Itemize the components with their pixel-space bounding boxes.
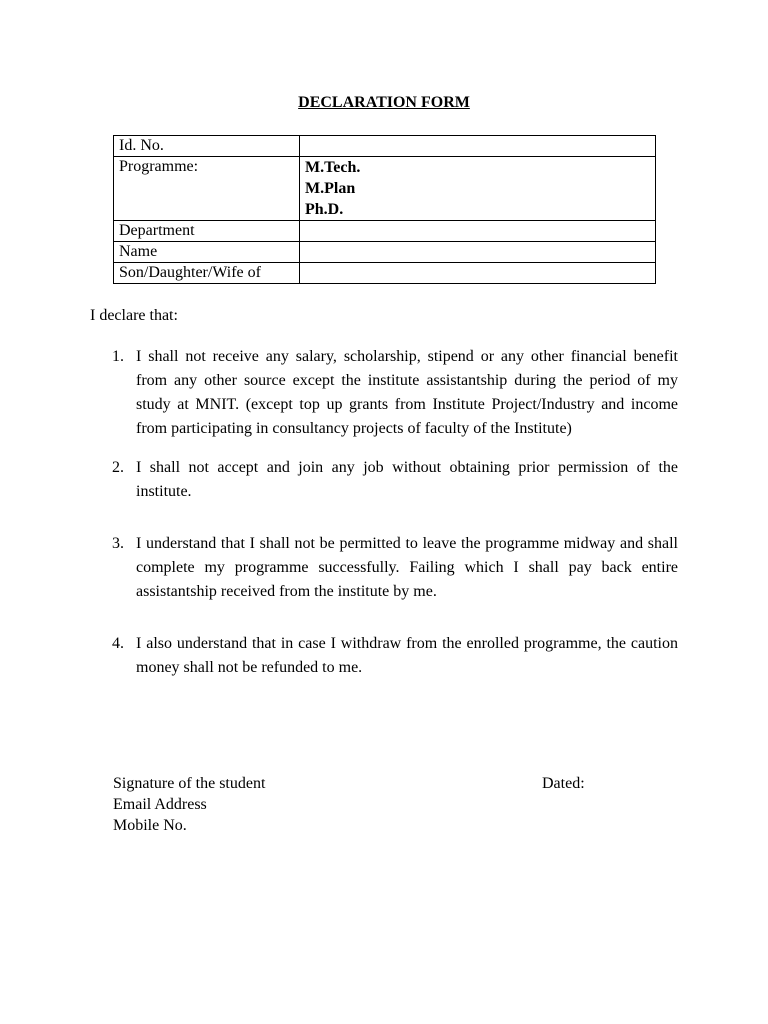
programme-option-phd[interactable]: Ph.D. [305, 201, 344, 218]
name-value-cell[interactable] [300, 242, 656, 263]
programme-option-mtech[interactable]: M.Tech. [305, 159, 361, 176]
item-text: I shall not receive any salary, scholarship, stipend or any other financial benefit from any other source except the institute assistantship during the period of my study at MNIT. (except top up grants from Institute Project/Industry and income from participating in consultancy projects of faculty of the Institute) [136, 348, 678, 437]
item-text: I understand that I shall not be permitted to leave the programme midway and shall complete my programme successfully. Failing which I shall pay back entire assistantship received from the institute by me. [136, 535, 678, 600]
programme-options-cell [300, 157, 656, 221]
dated-label: Dated: [542, 775, 585, 792]
student-info-table [113, 135, 656, 284]
table-row-programme [114, 157, 656, 221]
form-title: DECLARATION FORM [298, 94, 470, 111]
item-number: 3. [112, 535, 124, 552]
email-label: Email Address [113, 796, 207, 813]
relation-value-cell[interactable] [300, 263, 656, 284]
relation-label: Son/Daughter/Wife of [114, 263, 300, 284]
name-label: Name [114, 242, 300, 263]
item-number: 4. [112, 635, 124, 652]
signature-block [113, 773, 265, 836]
table-row-relation [114, 263, 656, 284]
item-number: 1. [112, 348, 124, 365]
table-row-department [114, 221, 656, 242]
list-item [90, 456, 678, 504]
id-value-cell[interactable] [300, 136, 656, 157]
list-item [90, 632, 678, 680]
department-label: Department [114, 221, 300, 242]
mobile-label: Mobile No. [113, 817, 187, 834]
table-row-name [114, 242, 656, 263]
department-value-cell[interactable] [300, 221, 656, 242]
item-text: I shall not accept and join any job without obtaining prior permission of the institute. [136, 459, 678, 500]
programme-option-mplan[interactable]: M.Plan [305, 180, 356, 197]
id-label: Id. No. [114, 136, 300, 157]
list-item [90, 345, 678, 441]
item-number: 2. [112, 459, 124, 476]
signature-label: Signature of the student [113, 775, 266, 792]
declaration-list [90, 345, 678, 680]
list-item [90, 532, 678, 604]
declaration-intro: I declare that: [90, 307, 178, 324]
item-text: I also understand that in case I withdraw from the enrolled programme, the caution money shall not be refunded to me. [136, 635, 678, 676]
table-row-id [114, 136, 656, 157]
programme-label: Programme: [114, 157, 300, 221]
